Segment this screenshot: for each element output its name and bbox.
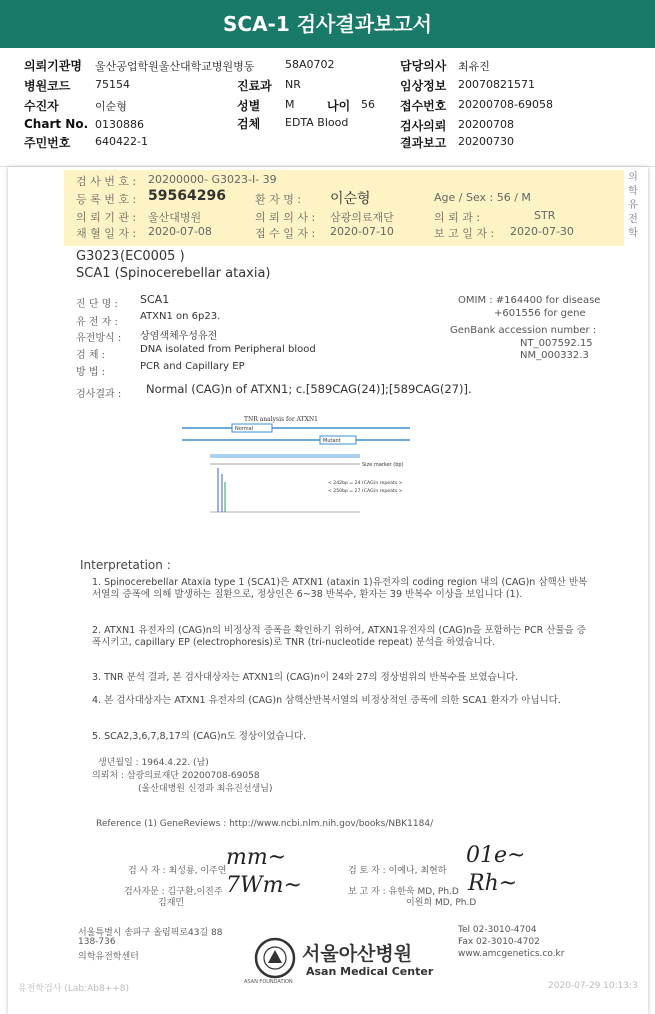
age-sex: Age / Sex : 56 / M xyxy=(434,191,531,204)
exam-no-label: 검 사 번 호 : xyxy=(76,175,137,188)
pt-name-value: 이순형 xyxy=(330,191,371,207)
gene-value: ATXN1 on 6p23. xyxy=(140,311,221,322)
result-value: Normal (CAG)n of ATXN1; c.[589CAG(24)];[589CAG(27)]. xyxy=(146,382,472,396)
genbank-1: NT_007592.15 xyxy=(520,338,593,349)
address-2: 138-736 xyxy=(78,937,116,947)
collect-label: 채 혈 일 자 : xyxy=(76,227,137,240)
test-name: SCA1 (Spinocerebellar ataxia) xyxy=(76,266,271,281)
patient-label: 수진자 xyxy=(24,99,59,113)
dob: 생년월일 : 1964.4.22. (남) xyxy=(98,758,209,768)
specimen-value2: DNA isolated from Peripheral blood xyxy=(140,344,316,355)
ward-label: 의 뢰 과 : xyxy=(434,211,481,224)
hospital-code-label: 병원코드 xyxy=(24,79,71,93)
address-3: 의학유전학센터 xyxy=(78,952,139,962)
receipt-value: 20200708-69058 xyxy=(458,98,553,111)
diag-label: 진 단 명 : xyxy=(76,299,118,310)
genbank-label: GenBank accession number : xyxy=(450,325,597,336)
supervisor: 검사자문 : 김구환,이진주 xyxy=(124,887,223,897)
interp-title: Interpretation : xyxy=(80,558,171,572)
specimen-value: EDTA Blood xyxy=(285,116,349,129)
tnr-chart xyxy=(180,412,430,532)
reviewer: 검 토 자 : 이예나, 최현하 xyxy=(348,866,447,876)
report-value: 20200730 xyxy=(458,135,514,148)
specimen-label: 검체 xyxy=(237,117,261,131)
request-value: 20200708 xyxy=(458,118,514,131)
interp-1: 1. Spinocerebellar Ataxia type 1 (SCA1)은 ATXN1 (ataxin 1)유전자의 coding region 내의 (CAG)n 삼핵산 반복서열의 증폭에 의해 발생하는 질환으로, 정상인은 6~38 반복수, 환자는 39 반복수 이상을 보입니다 (1). xyxy=(92,577,588,600)
patient-value: 이순형 xyxy=(95,100,127,113)
recv-value: 2020-07-10 xyxy=(330,225,394,238)
clinical-value: 20070821571 xyxy=(458,78,535,91)
header-info xyxy=(0,48,655,167)
examiner: 검 사 자 : 최성룡, 이주연 xyxy=(128,866,227,876)
dept-label: 진료과 xyxy=(237,79,272,93)
age-value: 56 xyxy=(361,98,375,111)
method-value: PCR and Capillary EP xyxy=(140,361,245,372)
institution-label: 의뢰기관명 xyxy=(24,59,82,73)
hospital-name-kr: 서울아산병원 xyxy=(302,943,413,965)
reporter-2: 이원희 MD, Ph.D xyxy=(406,898,477,908)
asan-logo-icon xyxy=(254,937,296,979)
receipt-label: 접수번호 xyxy=(400,99,447,113)
genbank-2: NM_000332.3 xyxy=(520,350,589,361)
doctor-label: 담당의사 xyxy=(400,59,447,73)
reporter: 보 고 자 : 유한욱 MD, Ph.D xyxy=(348,887,459,897)
scanned-report xyxy=(8,167,648,1014)
chart-no-label: Chart No. xyxy=(24,117,89,131)
side-label xyxy=(625,171,641,241)
reviewer-signature: 01e~ xyxy=(466,843,526,868)
omim-line1: OMIM : #164400 for disease xyxy=(458,295,601,306)
dept-value: NR xyxy=(285,78,301,91)
report-title: SCA-1 검사결과보고서 xyxy=(0,0,655,48)
rrn-value: 640422-1 xyxy=(95,135,148,148)
chart-no-value: 0130886 xyxy=(95,118,144,131)
interp-2: 2. ATXN1 유전자의 (CAG)n의 비정상적 증폭을 확인하기 위하여, ATXN1유전자의 (CAG)n을 포함하는 PCR 산물을 증폭시키고, capillary EP (electrophoresis)로 TNR (tri-nucleotide repeat) 분석을 하였습니다. xyxy=(92,625,586,648)
rrn-label: 주민번호 xyxy=(24,136,71,150)
diag-value: SCA1 xyxy=(140,293,170,306)
reporter-signature: Rh~ xyxy=(468,871,518,896)
supervisor-2: 김재민 xyxy=(158,898,185,908)
side-char: 의 xyxy=(628,172,638,183)
omim-line2: +601556 for gene xyxy=(494,308,586,319)
report-label: 결과보고 xyxy=(400,136,447,150)
footer-left: 유전학검사 (Lab:Ab8++8) xyxy=(18,984,130,994)
req-doc-value: 삼광의료재단 xyxy=(330,211,394,224)
footer-right: 2020-07-29 10:13:3 xyxy=(548,981,638,991)
side-char: 학 xyxy=(628,228,638,239)
age-label: 나이 xyxy=(327,99,351,113)
size-marker-label: Size marker (bp) xyxy=(362,462,404,468)
chart-title: TNR analysis for ATXN1 xyxy=(244,416,318,423)
result-label: 검사결과 : xyxy=(76,389,122,400)
hospital-name-en: Asan Medical Center xyxy=(306,965,434,978)
side-char: 유 xyxy=(628,200,638,211)
interp-5: 5. SCA2,3,6,7,8,17의 (CAG)n도 정상이었습니다. xyxy=(92,731,307,742)
inherit-value: 상염색체우성유전 xyxy=(140,331,218,342)
method-label: 방 법 : xyxy=(76,367,106,378)
report-date-value: 2020-07-30 xyxy=(510,225,574,238)
reg-no-value: 59564296 xyxy=(148,188,226,204)
normal-label: Normal xyxy=(235,426,254,432)
inherit-label: 유전방식 : xyxy=(76,333,122,344)
interp-4: 4. 본 검사대상자는 ATXN1 유전자의 (CAG)n 삼핵산반복서열의 비정상적인 증폭에 의한 SCA1 환자가 아닙니다. xyxy=(92,695,561,706)
ward-value: STR xyxy=(534,209,556,222)
interp-3: 3. TNR 분석 결과, 본 검사대상자는 ATXN1의 (CAG)n이 24와 27의 정상범위의 반복수를 보였습니다. xyxy=(92,672,519,683)
allele-1: < 242bp = 24 (CAG)n repeats > xyxy=(328,481,403,486)
specimen-label2: 검 체 : xyxy=(76,350,106,361)
reference: Reference (1) GeneReviews : http://www.ncbi.nlm.nih.gov/books/NBK1184/ xyxy=(96,819,434,829)
institution-value: 울산공업학원울산대학교병원병동 xyxy=(95,60,255,73)
tel: Tel 02-3010-4704 xyxy=(458,925,537,935)
mutant-label: Mutant xyxy=(323,438,341,444)
foundation-badge: ASAN FOUNDATION xyxy=(244,979,293,985)
size-bar xyxy=(210,454,360,458)
test-code: G3023 xyxy=(76,249,120,264)
sex-label: 성별 xyxy=(237,99,261,113)
req-inst-label: 의 뢰 기 관 : xyxy=(76,211,137,224)
req-inst-value: 울산대병원 xyxy=(148,211,202,224)
institution-code: 58A0702 xyxy=(285,58,335,71)
sex-value: M xyxy=(285,98,295,111)
side-char: 학 xyxy=(628,186,638,197)
collect-value: 2020-07-08 xyxy=(148,225,212,238)
requester-2: (울산대병원 신경과 최유진선생님) xyxy=(138,784,273,794)
doctor-value: 최유진 xyxy=(458,60,490,73)
gene-label: 유 전 자 : xyxy=(76,317,118,328)
clinical-label: 임상정보 xyxy=(400,79,447,93)
reg-no-label: 등 록 번 호 : xyxy=(76,193,137,206)
recv-label: 접 수 일 자 : xyxy=(255,227,316,240)
exam-no-value: 20200000- G3023-I- 39 xyxy=(148,173,277,186)
fax: Fax 02-3010-4702 xyxy=(458,937,540,947)
side-char: 전 xyxy=(628,214,638,225)
request-label: 검사의뢰 xyxy=(400,119,447,133)
examiner-signature: mm~ xyxy=(226,845,287,870)
allele-2: < 250bp = 27 (CAG)n repeats > xyxy=(328,489,403,494)
test-sub: (EC0005 ) xyxy=(120,249,185,264)
supervisor-signature: 7Wm~ xyxy=(226,873,302,898)
pt-name-label: 환 자 명 : xyxy=(255,193,302,206)
address-1: 서울특별시 송파구 올림픽로43길 88 xyxy=(78,928,223,938)
hospital-code-value: 75154 xyxy=(95,78,130,91)
web: www.amcgenetics.co.kr xyxy=(458,949,565,959)
requester: 의뢰처 : 삼광의료재단 20200708-69058 xyxy=(92,771,260,781)
report-date-label: 보 고 일 자 : xyxy=(434,227,495,240)
req-doc-label: 의 뢰 의 사 : xyxy=(255,211,316,224)
